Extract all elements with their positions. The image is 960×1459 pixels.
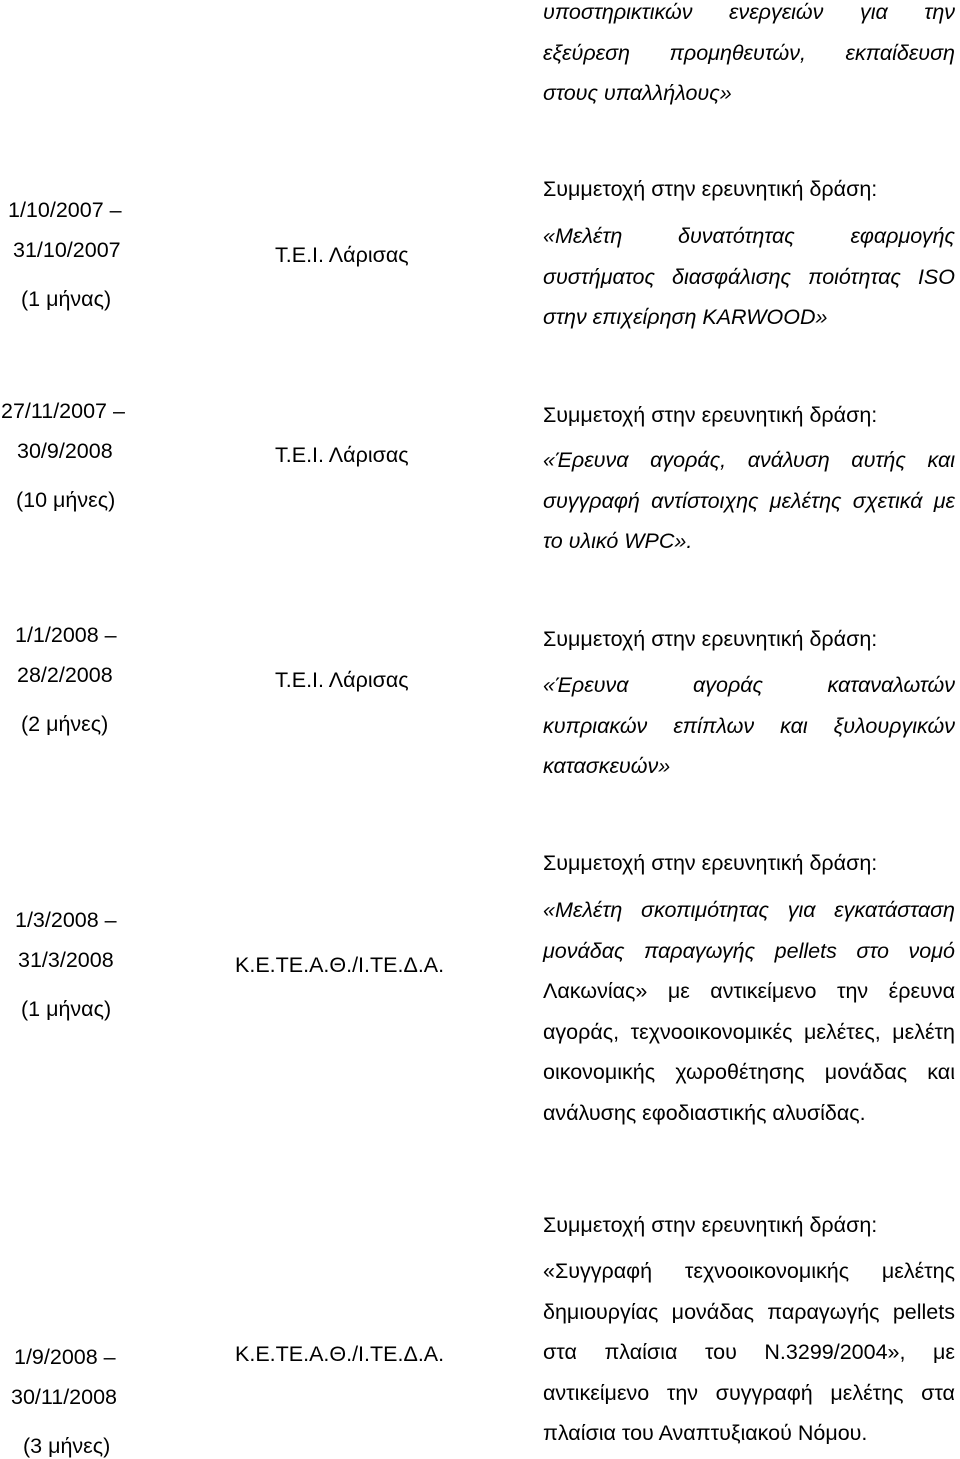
text-line: οικονομικής χωροθέτησης μονάδας και	[543, 1060, 955, 1084]
text-line: «Έρευνα αγοράς, ανάλυση αυτής και	[543, 448, 955, 472]
text-line: «Μελέτη σκοπιμότητας για εγκατάσταση	[543, 898, 955, 922]
entry-heading: Συμμετοχή στην ερευνητική δράση:	[543, 403, 878, 427]
entry-description	[543, 1251, 955, 1454]
text-line: κυπριακών επίπλων και ξυλουργικών	[543, 713, 955, 738]
organization: Κ.Ε.ΤΕ.Α.Θ./Ι.ΤΕ.Δ.Α.	[235, 1342, 445, 1366]
entry-heading: Συμμετοχή στην ερευνητική δράση:	[543, 177, 878, 201]
text-line: ανάλυσης εφοδιαστικής αλυσίδας.	[543, 1100, 866, 1125]
text-line: συστήματος διασφάλισης ποιότητας ISO	[543, 264, 955, 289]
text-line: στους υπαλλήλους»	[543, 81, 732, 105]
date-start: 1/9/2008 –	[14, 1345, 116, 1369]
organization: Τ.Ε.Ι. Λάρισας	[275, 243, 409, 267]
text-line: αντικείμενο την συγγραφή μελέτης στα	[543, 1380, 955, 1405]
duration: (1 μήνας)	[21, 997, 112, 1021]
organization: Τ.Ε.Ι. Λάρισας	[275, 668, 409, 692]
organization: Τ.Ε.Ι. Λάρισας	[275, 443, 409, 467]
date-start: 27/11/2007 –	[1, 399, 125, 423]
text-line: «Συγγραφή τεχνοοικονομικής μελέτης	[543, 1259, 955, 1283]
date-end: 30/11/2008	[11, 1385, 118, 1409]
text-line: πλαίσια του Αναπτυξιακού Νόμου.	[543, 1421, 868, 1445]
date-end: 28/2/2008	[17, 663, 113, 687]
duration: (1 μήνας)	[21, 287, 112, 311]
entry-description	[543, 216, 955, 338]
duration: (10 μήνες)	[16, 488, 116, 512]
entry-heading: Συμμετοχή στην ερευνητική δράση:	[543, 627, 878, 651]
date-start: 1/10/2007 –	[8, 198, 122, 222]
duration: (3 μήνες)	[23, 1434, 111, 1458]
date-start: 1/3/2008 –	[15, 908, 117, 932]
text-line: συγγραφή αντίστοιχης μελέτης σχετικά με	[543, 488, 955, 513]
organization: Κ.Ε.ΤΕ.Α.Θ./Ι.ΤΕ.Δ.Α.	[235, 953, 445, 977]
previous-entry-description	[543, 0, 955, 114]
entry-description	[543, 440, 955, 562]
text-line: «Μελέτη δυνατότητας εφαρμογής	[543, 224, 955, 248]
text-line: αγοράς, τεχνοοικονομικές μελέτες, μελέτη	[543, 1019, 955, 1044]
date-end: 30/9/2008	[17, 439, 113, 463]
text-line: εξεύρεση προμηθευτών, εκπαίδευση	[543, 40, 955, 65]
duration: (2 μήνες)	[21, 712, 109, 736]
entry-description	[543, 890, 955, 1133]
entry-heading: Συμμετοχή στην ερευνητική δράση:	[543, 1213, 878, 1237]
text-line: υποστηρικτικών ενεργειών για την	[543, 0, 955, 24]
date-start: 1/1/2008 –	[15, 623, 117, 647]
entry-description	[543, 665, 955, 787]
text-line: το υλικό WPC».	[543, 529, 693, 553]
text-line: «Έρευνα αγοράς καταναλωτών	[543, 673, 955, 697]
text-line: μονάδας παραγωγής pellets στο νομό	[543, 938, 955, 963]
text-line: στα πλαίσια του Ν.3299/2004», με	[543, 1340, 955, 1364]
text-line: κατασκευών»	[543, 754, 671, 778]
text-line: Λακωνίας» με αντικείμενο την έρευνα	[543, 979, 955, 1003]
date-end: 31/10/2007	[13, 238, 121, 262]
text-line: στην επιχείρηση KARWOOD»	[543, 305, 828, 329]
entry-heading: Συμμετοχή στην ερευνητική δράση:	[543, 851, 878, 875]
date-end: 31/3/2008	[18, 948, 114, 972]
text-line: δημιουργίας μονάδας παραγωγής pellets	[543, 1299, 955, 1324]
